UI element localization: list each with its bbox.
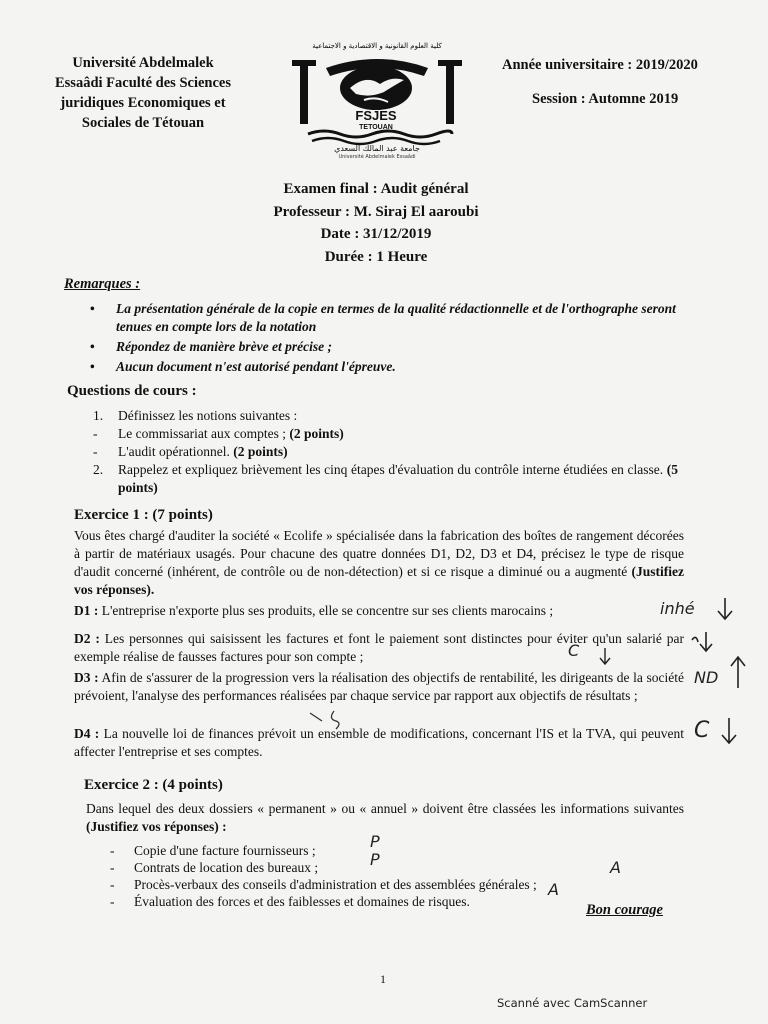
svg-text:كلية العلوم القانونية و الاقتص: كلية العلوم القانونية و الاقتصادية و الاجتماعية [312, 42, 442, 50]
remarks-title: Remarques : [64, 276, 141, 292]
svg-text:جامعة عبد المالك السعدي: جامعة عبد المالك السعدي [334, 144, 420, 153]
exercise-2-title: Exercice 2 : (4 points) [84, 777, 223, 793]
handwritten-note-d1: inhé [660, 599, 695, 618]
question-2: 2. Rappelez et expliquez brièvement les cinq étapes d'évaluation du contrôle interne étudiées en classe. (5 points) [93, 462, 679, 495]
handwritten-note-item4: A [548, 880, 559, 899]
questions-title: Questions de cours : [67, 383, 197, 399]
arrow-down-icon [714, 596, 736, 627]
session: Session : Automne 2019 [532, 91, 679, 107]
arrow-down-icon [598, 646, 612, 671]
exam-professor: Professeur : M. Siraj El aaroubi [273, 203, 479, 220]
handwritten-note-item3: A [610, 858, 621, 877]
list-item: - Copie d'une facture fournisseurs ; [110, 843, 316, 858]
academic-year: Année universitaire : 2019/2020 [502, 57, 698, 73]
data-d4: D4 : La nouvelle loi de finances prévoit un ensemble de modifications, concernant l'IS et la TVA, qui peuvent affecter l'entreprise et ses comptes. [74, 726, 685, 759]
handwritten-note-item1: P [370, 832, 380, 851]
exercise-1-title: Exercice 1 : (7 points) [74, 507, 213, 523]
questions-list [90, 407, 690, 497]
handwritten-note-item2: P [370, 850, 380, 869]
university-name: Université Abdelmalek Essaâdi Faculté des Sciences juridiques Economiques et Sociales de Tétouan [54, 55, 231, 131]
arrow-down-icon [718, 716, 740, 751]
remark-item: • Aucun document n'est autorisé pendant l'épreuve. [88, 358, 688, 376]
handwritten-note-d2: C [568, 641, 580, 660]
data-d3: D3 : Afin de s'assurer de la progression vers la réalisation des objectifs de rentabilité, les dirigeants de la société prévoient, l'analyse des performances réalisées par chaque service par rapport aux objectifs de résultats ; [74, 670, 684, 703]
list-item: - Évaluation des forces et des faiblesses et domaines de risques. [110, 894, 470, 909]
remark-item: • La présentation générale de la copie en termes de la qualité rédactionnelle et de l'orthographe seront tenues en compte lors de la notation [88, 300, 688, 336]
arrow-down-icon [690, 628, 724, 659]
svg-text:FSJES: FSJES [355, 108, 397, 123]
exam-title: Examen final : Audit général [283, 181, 469, 197]
svg-text:Université Abdelmalek Essaâdi: Université Abdelmalek Essaâdi [338, 154, 416, 160]
svg-text:TETOUAN: TETOUAN [359, 124, 393, 131]
exercise-2-intro: Dans lequel des deux dossiers « permanent » ou « annuel » doivent être classées les informations suivantes (Justifiez vos réponses) : [86, 801, 684, 834]
exam-info [200, 178, 552, 268]
exam-date: Date : 31/12/2019 [320, 226, 432, 242]
scanner-watermark: Scanné avec CamScanner [497, 996, 648, 1010]
exercise-1-intro: Vous êtes chargé d'auditer la société « Ecolife » spécialisée dans la fabrication des boîtes de rangement décorées à partir de matériaux usagés. Pour chacune des quatre données D1, D2, D3 et D4, précisez le type de risque d'audit concerné (inhérent, de contrôle ou de non-détection) et si ce risque a diminué ou a augmenté (Justifiez vos réponses). [74, 528, 685, 597]
list-item: - Procès-verbaux des conseils d'administration et des assemblées générales ; [110, 877, 537, 892]
list-item: - Contrats de location des bureaux ; [110, 860, 319, 875]
academic-info [502, 48, 698, 116]
data-d1: D1 : L'entreprise n'exporte plus ses produits, elle se concentre sur ses clients marocains ; [74, 603, 554, 618]
handwritten-note-d3: ND [694, 668, 719, 687]
exam-duration: Durée : 1 Heure [324, 248, 428, 265]
remark-item: • Répondez de manière brève et précise ; [88, 338, 688, 356]
data-d2: D2 : Les personnes qui saisissent les factures et font le paiement sont distinctes pour éviter qu'un salarié par exemple réalise de fausses factures pour son compte ; [74, 631, 685, 664]
page-number: 1 [380, 972, 386, 986]
handwritten-mark-icon [308, 707, 348, 736]
remarks-list [88, 300, 688, 378]
arrow-up-icon [728, 654, 748, 695]
faculty-logo [268, 38, 486, 160]
handwritten-note-d4: C [694, 718, 710, 743]
question-1a: - Le commissariat aux comptes ; (2 points) [93, 426, 344, 441]
question-1: 1. Définissez les notions suivantes : [93, 408, 298, 423]
closing-text: Bon courage [586, 902, 663, 918]
question-1b: - L'audit opérationnel. (2 points) [93, 444, 288, 459]
